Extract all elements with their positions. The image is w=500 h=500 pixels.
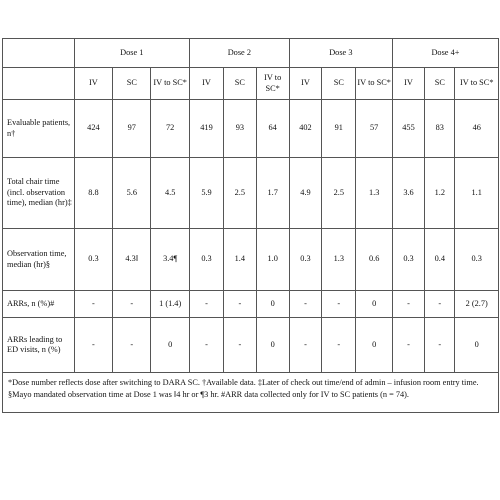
table-cell: 0.3 [455, 229, 499, 291]
table-cell: 0 [256, 291, 289, 318]
row-label: Evaluable patients, n† [3, 100, 75, 158]
table-cell: 72 [151, 100, 189, 158]
table-cell: 0 [455, 318, 499, 373]
route-header: IV to SC* [356, 68, 392, 100]
table-footnote: *Dose number reflects dose after switching to DARA SC. †Available data. ‡Later of check out time/end of admin – infusion room entry time. §Mayo mandated observation time at Dose 1 was ‖4 hr or ¶3 hr. #ARR data collected only for IV to SC patients (n = 74). [2, 373, 499, 413]
table-row [3, 158, 499, 229]
table-cell: 2 (2.7) [455, 291, 499, 318]
table-cell: 1.7 [256, 158, 289, 229]
table-cell: 5.6 [113, 158, 151, 229]
table-cell: 2.5 [322, 158, 356, 229]
table-cell: 1.3 [356, 158, 392, 229]
table-cell: - [189, 318, 223, 373]
table-cell: - [74, 318, 112, 373]
table-cell: 46 [455, 100, 499, 158]
results-table-container [2, 38, 499, 413]
corner-cell [3, 68, 75, 100]
table-cell: - [392, 318, 424, 373]
table-cell: 97 [113, 100, 151, 158]
table-cell: 0.4 [425, 229, 455, 291]
results-table [2, 38, 499, 373]
table-cell: 455 [392, 100, 424, 158]
route-header: SC [322, 68, 356, 100]
table-row [3, 318, 499, 373]
table-cell: 1.4 [224, 229, 256, 291]
route-header: SC [113, 68, 151, 100]
table-cell: 424 [74, 100, 112, 158]
table-cell: 0.3 [289, 229, 321, 291]
table-cell: - [322, 291, 356, 318]
table-cell: 0 [256, 318, 289, 373]
table-cell: - [113, 291, 151, 318]
table-cell: - [392, 291, 424, 318]
route-header: IV to SC* [151, 68, 189, 100]
table-cell: - [425, 318, 455, 373]
table-cell: 91 [322, 100, 356, 158]
table-cell: 0.6 [356, 229, 392, 291]
corner-cell [3, 39, 75, 68]
table-cell: 0 [356, 291, 392, 318]
table-cell: 0 [151, 318, 189, 373]
table-cell: - [224, 318, 256, 373]
table-cell: - [74, 291, 112, 318]
table-cell: 4.9 [289, 158, 321, 229]
route-header-row [3, 68, 499, 100]
table-cell: 57 [356, 100, 392, 158]
table-cell: 83 [425, 100, 455, 158]
route-header: IV to SC* [256, 68, 289, 100]
route-header: IV [74, 68, 112, 100]
table-cell: 5.9 [189, 158, 223, 229]
table-row [3, 100, 499, 158]
table-cell: - [289, 318, 321, 373]
table-cell: 64 [256, 100, 289, 158]
table-cell: 0.3 [74, 229, 112, 291]
row-label: Observation time, median (hr)§ [3, 229, 75, 291]
route-header: SC [425, 68, 455, 100]
route-header: IV to SC* [455, 68, 499, 100]
table-cell: 3.4¶ [151, 229, 189, 291]
row-label: ARRs, n (%)# [3, 291, 75, 318]
table-cell: 419 [189, 100, 223, 158]
dose-header: Dose 1 [74, 39, 189, 68]
table-cell: - [322, 318, 356, 373]
dose-header: Dose 4+ [392, 39, 498, 68]
dose-header: Dose 3 [289, 39, 392, 68]
table-cell: 0.3 [189, 229, 223, 291]
table-cell: - [289, 291, 321, 318]
table-cell: 402 [289, 100, 321, 158]
table-cell: 3.6 [392, 158, 424, 229]
table-row [3, 229, 499, 291]
dose-header-row [3, 39, 499, 68]
route-header: SC [224, 68, 256, 100]
table-cell: 0 [356, 318, 392, 373]
table-cell: 1.0 [256, 229, 289, 291]
table-cell: - [224, 291, 256, 318]
dose-header: Dose 2 [189, 39, 289, 68]
table-cell: 93 [224, 100, 256, 158]
table-cell: 1.1 [455, 158, 499, 229]
table-cell: 2.5 [224, 158, 256, 229]
table-cell: 1.2 [425, 158, 455, 229]
table-cell: 4.5 [151, 158, 189, 229]
table-row [3, 291, 499, 318]
table-cell: - [425, 291, 455, 318]
table-cell: - [189, 291, 223, 318]
route-header: IV [392, 68, 424, 100]
route-header: IV [189, 68, 223, 100]
table-cell: - [113, 318, 151, 373]
table-cell: 0.3 [392, 229, 424, 291]
route-header: IV [289, 68, 321, 100]
row-label: ARRs leading to ED visits, n (%) [3, 318, 75, 373]
table-cell: 8.8 [74, 158, 112, 229]
table-cell: 1.3 [322, 229, 356, 291]
table-cell: 1 (1.4) [151, 291, 189, 318]
table-cell: 4.3‖ [113, 229, 151, 291]
row-label: Total chair time (incl. observation time), median (hr)‡ [3, 158, 75, 229]
